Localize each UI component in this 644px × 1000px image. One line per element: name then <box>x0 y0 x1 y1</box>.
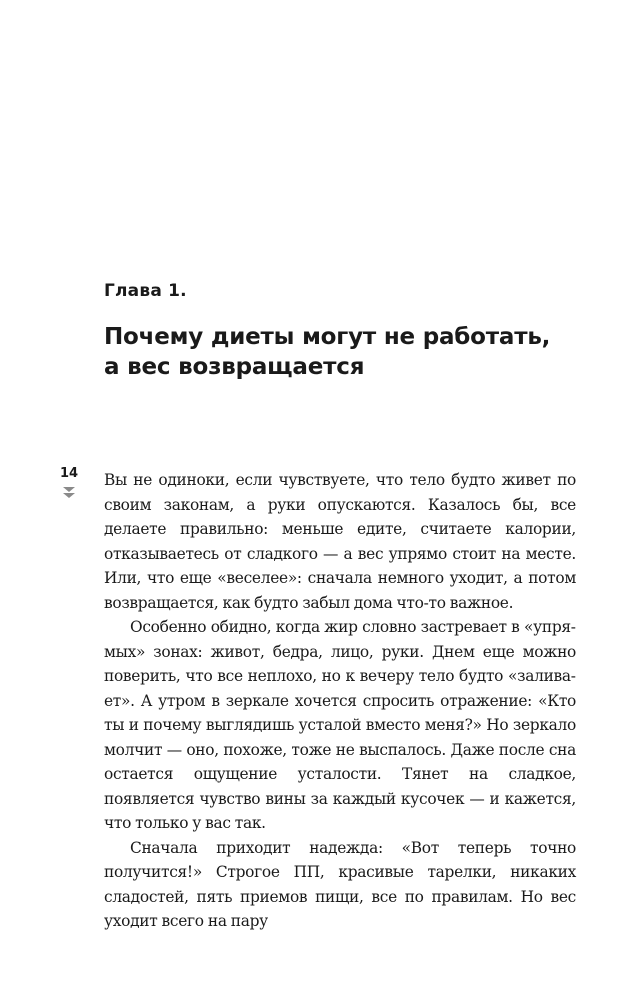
paragraph-3: Сначала приходит надежда: «Вот теперь точно получится!» Строгое ПП, красивые тарелки, никаких сладостей, пять приемов пищи, все по правилам. Но вес уходит всего на пару <box>104 838 576 930</box>
paragraph-1: Вы не одиноки, если чувствуете, что тело будто живет по своим законам, а руки опускаются. Казалось бы, все делаете правильно: меньше едите, считаете калории, отказываетесь от сладкого — а вес упрямо стоит на месте. Или, что еще «веселее»: сначала немного уходит, а потом возвращается, как будто забыл дома что-то важное. <box>104 471 576 612</box>
page-number: 14 <box>59 466 79 481</box>
page-marker <box>57 466 81 505</box>
chapter-label: Глава 1. <box>104 281 187 301</box>
chapter-title-line-2: а вес возвращается <box>104 354 365 380</box>
chapter-title-line-1: Почему диеты могут не работать, <box>104 324 551 350</box>
chapter-title <box>104 322 604 382</box>
double-chevron-down-icon <box>57 486 81 505</box>
body-text <box>104 468 576 934</box>
paragraph-2: Особенно обидно, когда жир словно застревает в «упрямых» зонах: живот, бедра, лицо, руки. Днем еще можно поверить, что все неплохо, но к вечеру тело будто «заливает». А утром в зеркале хочется спросить отражение: «Кто ты и почему выглядишь усталой вместо меня?» Но зеркало молчит — оно, похоже, тоже не выспалось. Даже после сна остается ощущение усталости. Тянет на сладкое, появляется чувство вины за каждый кусочек — и кажется, что только у вас так. <box>104 618 576 832</box>
